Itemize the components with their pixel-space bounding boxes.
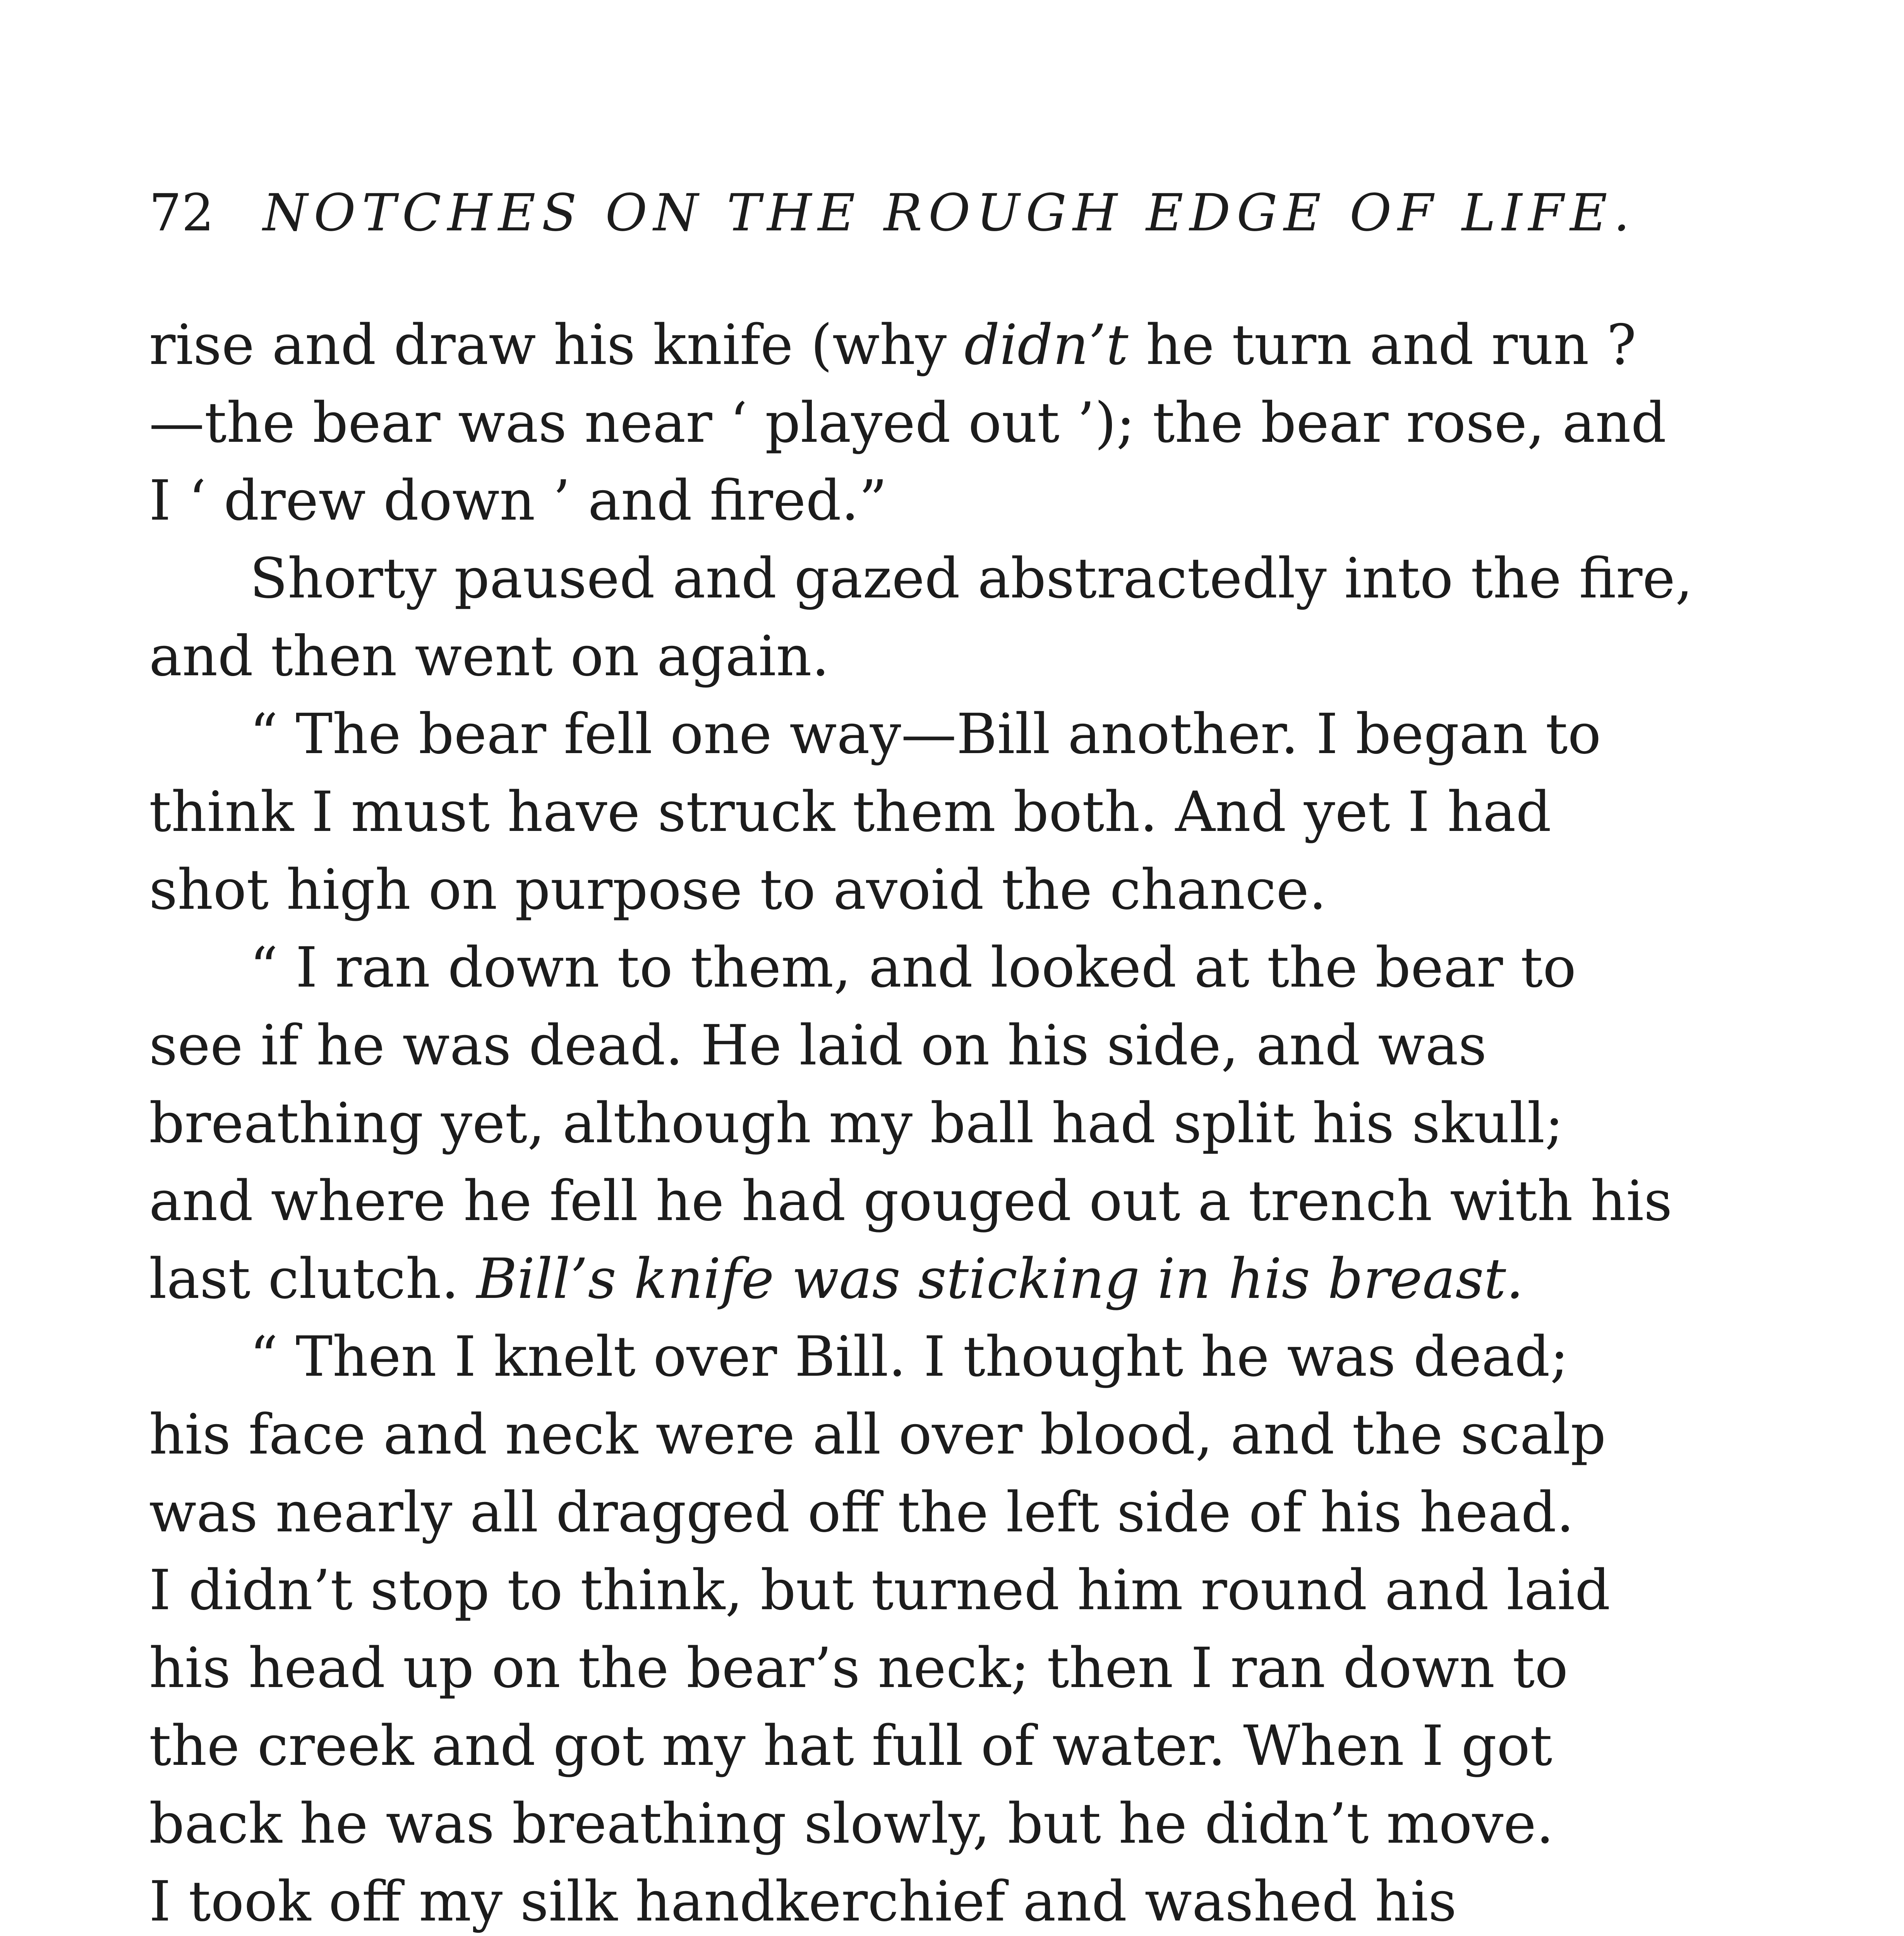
italic-text: Bill’s knife was sticking in his breast. (476, 1246, 1524, 1311)
paragraph: “ Then I knelt over Bill. I thought he was dead; his face and neck were all over blood, and the scalp was nearly all dragged off the left side of his head. I didn’t stop to think, but turned him round and laid his head up on the bear’s neck; then I ran down to the creek and got my hat full of water. When I got back he was breathing slowly, but he didn’t move. I took off my silk handkerchief and washed his (149, 1324, 1611, 1934)
page-number: 72 (149, 183, 214, 243)
italic-text: didn’t (964, 312, 1129, 377)
paragraph (149, 306, 1729, 539)
paragraph-text: he turn and run ? —the bear was near ‘ played out ’); the bear rose, and I ‘ drew down ’ and fired.” (149, 312, 1667, 533)
paragraph: “ The bear fell one way—Bill another. I began to think I must have struck them both. And yet I had shot high on purpose to avoid the chance. (149, 702, 1601, 922)
body-text (149, 306, 1729, 1936)
paragraph-text: “ I ran down to them, and looked at the bear to see if he was dead. He laid on his side, and was breathing yet, although my ball had split his skull; and where he fell he had gouged out a trench with his last clutch. (149, 935, 1672, 1311)
paragraph-text: rise and draw his knife (why (149, 312, 964, 377)
running-title: NOTCHES ON THE ROUGH EDGE OF LIFE. (262, 183, 1636, 243)
page-header (149, 174, 1698, 252)
paragraph: Shorty paused and gazed abstractedly into the fire, and then went on again. (149, 546, 1693, 688)
paragraph (149, 929, 1729, 1318)
